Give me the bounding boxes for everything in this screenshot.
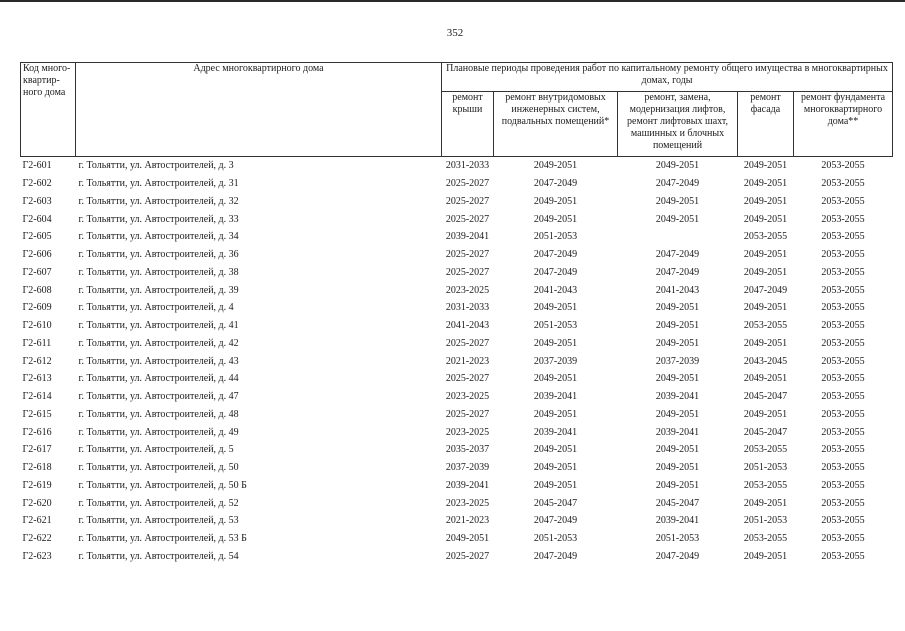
cell-roof: 2025-2027 — [445, 550, 490, 562]
cell-roof: 2031-2033 — [445, 160, 490, 172]
cell-foundation: 2053-2055 — [821, 462, 865, 474]
cell-address: г. Тольятти, ул. Автостроителей, д. 50 — [78, 462, 239, 474]
cell-roof: 2025-2027 — [445, 178, 490, 190]
cell-roof: 2025-2027 — [445, 266, 490, 278]
cell-elevators: 2047-2049 — [655, 266, 700, 278]
cell-roof: 2023-2025 — [445, 497, 490, 509]
cell-foundation: 2053-2055 — [821, 302, 865, 314]
cell-facade: 2053-2055 — [743, 444, 788, 456]
cell-facade: 2049-2051 — [743, 337, 788, 349]
cell-engineering: 2049-2051 — [533, 337, 578, 349]
cell-elevators: 2049-2051 — [655, 302, 700, 314]
cell-code: Г2-604 — [22, 213, 52, 225]
cell-code: Г2-616 — [22, 426, 52, 438]
cell-foundation: 2053-2055 — [821, 533, 865, 545]
cell-elevators: 2041-2043 — [655, 284, 700, 296]
cell-address: г. Тольятти, ул. Автостроителей, д. 4 — [78, 302, 234, 314]
cell-elevators — [618, 228, 738, 246]
cell-roof: 2025-2027 — [445, 408, 490, 420]
cell-elevators: 2037-2039 — [655, 355, 700, 367]
cell-engineering: 2039-2041 — [533, 391, 578, 403]
table-row — [21, 281, 893, 299]
table-row — [21, 494, 893, 512]
cell-facade: 2049-2051 — [743, 213, 788, 225]
table-row — [21, 477, 893, 495]
cell-elevators: 2049-2051 — [655, 320, 700, 332]
cell-foundation: 2053-2055 — [821, 337, 865, 349]
table-row — [21, 157, 893, 175]
cell-facade: 2049-2051 — [743, 160, 788, 172]
cell-facade: 2049-2051 — [743, 497, 788, 509]
cell-roof: 2039-2041 — [445, 479, 490, 491]
cell-code: Г2-603 — [22, 195, 52, 207]
cell-engineering: 2047-2049 — [533, 266, 578, 278]
cell-engineering: 2045-2047 — [533, 497, 578, 509]
cell-code: Г2-610 — [22, 320, 52, 332]
cell-code: Г2-622 — [22, 533, 52, 545]
cell-address: г. Тольятти, ул. Автостроителей, д. 5 — [78, 444, 234, 456]
cell-address: г. Тольятти, ул. Автостроителей, д. 33 — [78, 213, 239, 225]
cell-roof: 2037-2039 — [445, 462, 490, 474]
cell-facade: 2049-2051 — [743, 178, 788, 190]
cell-code: Г2-611 — [22, 337, 52, 349]
cell-address: г. Тольятти, ул. Автостроителей, д. 48 — [78, 408, 239, 420]
cell-facade: 2053-2055 — [743, 231, 788, 243]
cell-elevators: 2039-2041 — [655, 391, 700, 403]
cell-facade: 2053-2055 — [743, 479, 788, 491]
cell-engineering: 2039-2041 — [533, 426, 578, 438]
cell-foundation: 2053-2055 — [821, 479, 865, 491]
table-row — [21, 548, 893, 566]
cell-engineering: 2051-2053 — [533, 231, 578, 243]
cell-address: г. Тольятти, ул. Автостроителей, д. 49 — [78, 426, 239, 438]
cell-code: Г2-623 — [22, 550, 52, 562]
cell-foundation: 2053-2055 — [821, 284, 865, 296]
cell-foundation: 2053-2055 — [821, 213, 865, 225]
header-facade: ремонт фасада — [738, 92, 794, 157]
capital-repair-table — [20, 62, 893, 565]
cell-facade: 2049-2051 — [743, 266, 788, 278]
table-row — [21, 210, 893, 228]
cell-address: г. Тольятти, ул. Автостроителей, д. 3 — [78, 160, 234, 172]
table-row — [21, 512, 893, 530]
cell-engineering: 2049-2051 — [533, 462, 578, 474]
cell-roof: 2035-2037 — [445, 444, 490, 456]
cell-foundation: 2053-2055 — [821, 373, 865, 385]
cell-address: г. Тольятти, ул. Автостроителей, д. 34 — [78, 231, 239, 243]
table-row — [21, 228, 893, 246]
cell-code: Г2-605 — [22, 231, 52, 243]
cell-facade: 2049-2051 — [743, 249, 788, 261]
cell-facade: 2049-2051 — [743, 195, 788, 207]
cell-roof: 2025-2027 — [445, 195, 490, 207]
cell-address: г. Тольятти, ул. Автостроителей, д. 39 — [78, 284, 239, 296]
cell-elevators: 2049-2051 — [655, 373, 700, 385]
cell-roof: 2023-2025 — [445, 426, 490, 438]
cell-roof: 2041-2043 — [445, 320, 490, 332]
cell-engineering: 2047-2049 — [533, 550, 578, 562]
cell-address: г. Тольятти, ул. Автостроителей, д. 53 — [78, 515, 239, 527]
cell-engineering: 2051-2053 — [533, 320, 578, 332]
cell-code: Г2-620 — [22, 497, 52, 509]
cell-foundation: 2053-2055 — [821, 444, 865, 456]
cell-elevators: 2049-2051 — [655, 462, 700, 474]
cell-engineering: 2051-2053 — [533, 533, 578, 545]
cell-facade: 2049-2051 — [743, 302, 788, 314]
cell-code: Г2-621 — [22, 515, 52, 527]
cell-address: г. Тольятти, ул. Автостроителей, д. 52 — [78, 497, 239, 509]
cell-roof: 2025-2027 — [445, 249, 490, 261]
cell-engineering: 2049-2051 — [533, 373, 578, 385]
cell-engineering: 2047-2049 — [533, 249, 578, 261]
table-body — [21, 157, 893, 566]
cell-address: г. Тольятти, ул. Автостроителей, д. 36 — [78, 249, 239, 261]
cell-engineering: 2037-2039 — [533, 355, 578, 367]
cell-address: г. Тольятти, ул. Автостроителей, д. 53 Б — [78, 533, 247, 545]
cell-code: Г2-601 — [22, 160, 52, 172]
cell-address: г. Тольятти, ул. Автостроителей, д. 38 — [78, 266, 239, 278]
cell-roof: 2049-2051 — [445, 533, 490, 545]
table-row — [21, 406, 893, 424]
cell-address: г. Тольятти, ул. Автостроителей, д. 41 — [78, 320, 239, 332]
header-address: Адрес многоквартирного дома — [76, 63, 442, 157]
cell-elevators: 2051-2053 — [655, 533, 700, 545]
header-engineering: ремонт внутридомовых инженерных систем, подвальных помещений* — [494, 92, 618, 157]
cell-foundation: 2053-2055 — [821, 160, 865, 172]
cell-roof: 2023-2025 — [445, 391, 490, 403]
cell-facade: 2049-2051 — [743, 373, 788, 385]
cell-foundation: 2053-2055 — [821, 550, 865, 562]
cell-foundation: 2053-2055 — [821, 178, 865, 190]
cell-code: Г2-615 — [22, 408, 52, 420]
cell-engineering: 2049-2051 — [533, 302, 578, 314]
cell-foundation: 2053-2055 — [821, 231, 865, 243]
cell-facade: 2051-2053 — [743, 462, 788, 474]
cell-elevators: 2049-2051 — [655, 213, 700, 225]
table-row — [21, 441, 893, 459]
table-row — [21, 530, 893, 548]
cell-roof: 2039-2041 — [445, 231, 490, 243]
cell-facade: 2045-2047 — [743, 426, 788, 438]
cell-code: Г2-609 — [22, 302, 52, 314]
cell-engineering: 2049-2051 — [533, 213, 578, 225]
cell-elevators: 2049-2051 — [655, 337, 700, 349]
cell-address: г. Тольятти, ул. Автостроителей, д. 54 — [78, 550, 239, 562]
cell-roof: 2025-2027 — [445, 213, 490, 225]
cell-foundation: 2053-2055 — [821, 515, 865, 527]
cell-foundation: 2053-2055 — [821, 497, 865, 509]
cell-engineering: 2049-2051 — [533, 444, 578, 456]
table-row — [21, 423, 893, 441]
cell-elevators: 2047-2049 — [655, 178, 700, 190]
cell-code: Г2-619 — [22, 479, 52, 491]
table-row — [21, 193, 893, 211]
cell-foundation: 2053-2055 — [821, 426, 865, 438]
cell-code: Г2-606 — [22, 249, 52, 261]
cell-elevators: 2047-2049 — [655, 550, 700, 562]
header-periods: Плановые периоды проведения работ по капитальному ремонту общего имущества в многоквартирных домах, годы — [442, 63, 893, 92]
table-row — [21, 352, 893, 370]
cell-roof: 2025-2027 — [445, 337, 490, 349]
table-row — [21, 246, 893, 264]
table-row — [21, 459, 893, 477]
cell-foundation: 2053-2055 — [821, 355, 865, 367]
cell-engineering: 2049-2051 — [533, 408, 578, 420]
cell-engineering: 2049-2051 — [533, 160, 578, 172]
cell-code: Г2-612 — [22, 355, 52, 367]
header-code: Код много- квартир- ного дома — [21, 63, 76, 157]
table-row — [21, 370, 893, 388]
header-elevators: ремонт, замена, модернизация лифтов, ремонт лифтовых шахт, машинных и блочных помещений — [618, 92, 738, 157]
cell-engineering: 2049-2051 — [533, 195, 578, 207]
cell-code: Г2-602 — [22, 178, 52, 190]
cell-elevators: 2047-2049 — [655, 249, 700, 261]
cell-foundation: 2053-2055 — [821, 391, 865, 403]
cell-facade: 2043-2045 — [743, 355, 788, 367]
cell-code: Г2-614 — [22, 391, 52, 403]
cell-code: Г2-608 — [22, 284, 52, 296]
cell-facade: 2049-2051 — [743, 408, 788, 420]
header-roof: ремонт крыши — [442, 92, 494, 157]
cell-roof: 2025-2027 — [445, 373, 490, 385]
cell-roof: 2021-2023 — [445, 355, 490, 367]
table-row — [21, 317, 893, 335]
cell-engineering: 2047-2049 — [533, 178, 578, 190]
cell-code: Г2-618 — [22, 462, 52, 474]
cell-code: Г2-613 — [22, 373, 52, 385]
cell-foundation: 2053-2055 — [821, 408, 865, 420]
cell-address: г. Тольятти, ул. Автостроителей, д. 31 — [78, 178, 239, 190]
cell-facade: 2051-2053 — [743, 515, 788, 527]
cell-elevators: 2049-2051 — [655, 479, 700, 491]
cell-address: г. Тольятти, ул. Автостроителей, д. 47 — [78, 391, 239, 403]
table-row — [21, 175, 893, 193]
cell-elevators: 2039-2041 — [655, 515, 700, 527]
cell-roof: 2023-2025 — [445, 284, 490, 296]
table-row — [21, 335, 893, 353]
cell-foundation: 2053-2055 — [821, 195, 865, 207]
cell-foundation: 2053-2055 — [821, 266, 865, 278]
top-rule — [0, 0, 905, 2]
cell-foundation: 2053-2055 — [821, 320, 865, 332]
cell-facade: 2053-2055 — [743, 320, 788, 332]
cell-address: г. Тольятти, ул. Автостроителей, д. 50 Б — [78, 479, 247, 491]
cell-facade: 2049-2051 — [743, 550, 788, 562]
cell-elevators: 2049-2051 — [655, 408, 700, 420]
cell-elevators: 2039-2041 — [655, 426, 700, 438]
cell-address: г. Тольятти, ул. Автостроителей, д. 42 — [78, 337, 239, 349]
cell-engineering: 2041-2043 — [533, 284, 578, 296]
table-row — [21, 388, 893, 406]
cell-foundation: 2053-2055 — [821, 249, 865, 261]
header-foundation: ремонт фундамента многоквартирного дома** — [794, 92, 893, 157]
cell-roof: 2021-2023 — [445, 515, 490, 527]
cell-elevators: 2049-2051 — [655, 195, 700, 207]
cell-roof: 2031-2033 — [445, 302, 490, 314]
cell-code: Г2-617 — [22, 444, 52, 456]
cell-address: г. Тольятти, ул. Автостроителей, д. 32 — [78, 195, 239, 207]
cell-engineering: 2049-2051 — [533, 479, 578, 491]
cell-facade: 2047-2049 — [743, 284, 788, 296]
page-number: 352 — [446, 27, 464, 39]
cell-elevators: 2045-2047 — [655, 497, 700, 509]
cell-address: г. Тольятти, ул. Автостроителей, д. 43 — [78, 355, 239, 367]
cell-facade: 2045-2047 — [743, 391, 788, 403]
cell-elevators: 2049-2051 — [655, 444, 700, 456]
cell-address: г. Тольятти, ул. Автостроителей, д. 44 — [78, 373, 239, 385]
cell-code: Г2-607 — [22, 266, 52, 278]
cell-facade: 2053-2055 — [743, 533, 788, 545]
table-row — [21, 264, 893, 282]
table-row — [21, 299, 893, 317]
cell-engineering: 2047-2049 — [533, 515, 578, 527]
cell-elevators: 2049-2051 — [655, 160, 700, 172]
